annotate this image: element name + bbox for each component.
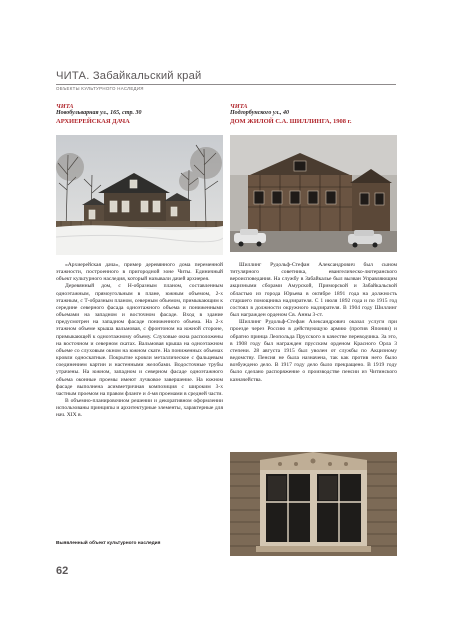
page-title: ЧИТА. Забайкальский край: [56, 70, 202, 82]
left-city: ЧИТА: [56, 103, 74, 110]
left-body-text: [56, 262, 223, 419]
right-column-heading: [230, 103, 397, 126]
right-city: ЧИТА: [230, 103, 248, 110]
right-paragraph: Шиллинг Рудольф-Стефан Александрович был сыном титулярного советника, евангелическо-лютеранского вероисповедания. На службу в Забайкалье был вызван Управляющим акцизными сборами Амурской, Приморской и Забайкальской областью из города Юрьева в октябре 1891 года на должность старшего помощника надзирателя. С 1 июля 1892 года и по 1915 год состоял в должности окружного надзирателя. В 1904 году Шиллинг был награжден орденом Св. Анны 3-ст.: [230, 262, 397, 319]
left-column-heading: [56, 103, 223, 126]
left-paragraph: «Архиерейская дача», пример деревянного дома переменной этажности, построенного в пригородной зоне Читы. Единичный объект культурного наследия, который называли дачей архиерея.: [56, 262, 223, 283]
right-address: Подгорбунского ул., 40: [230, 110, 289, 117]
right-object-title: ДОМ ЖИЛОЙ С.А. ШИЛЛИНГА, 1908 г.: [230, 117, 352, 125]
page-subtitle: ОБЪЕКТЫ КУЛЬТУРНОГО НАСЛЕДИЯ: [56, 86, 144, 91]
left-object-title: АРХИЕРЕЙСКАЯ ДАЧА: [56, 117, 130, 125]
schilling-house-photo: [230, 135, 397, 252]
page-header: [56, 70, 396, 91]
left-paragraph: Деревянный дом, с Н-образным планом, составленным одноэтажным, прямоугольным в плане, южным объемом, 2-х этажным, с Т-образным планом, северным объемом, примыкающим к середине северного фасада одноэтажного объема и пониженными объемами на западном и восточном фасаде. Вход в здание предусмотрен на западном фасаде пониженного объема. На 2-х этажном объеме крыша вальмовая, с фронтоном на южной стороне, примыкающей к одноэтажному объему. Слуховые окна расположены на восточном и северном скатах. Вальмовая крыша на одноэтажном объеме со слуховым окном на южном скате. На пониженных объемах кровли односкатные. Покрытие кровли металлическое с фальцевым соединением картин и настенными желобами. Водосточные трубы утрачены. На южном, западном и северном фасаде одноэтажного объема оконные проемы имеют лучковое завершение. На южном фасаде выполнена асимметричная композиция с широким 3-х частным проемом на правом фланге и 4-мя проемами в средней части.: [56, 283, 223, 397]
right-paragraph: Шиллинг Рудольф-Стефан Александрович оказал услуги при проезде через Россию в действующую армию (против Японии) и обратно принца Леопольда Прусского в качестве переводчика. За это, в 1908 году был награжден прусским орденом Красного Орла 3 степени. 28 августа 1915 был уволен от службы по Акцизному ведомству. Пенсия не была назначена, так как против него было возбуждено дело. В 1917 году дело было прекращено. В 1919 году было сделано распоряжение о производстве пенсии из Читинского казначейства.: [230, 319, 397, 383]
page-number: 62: [56, 565, 69, 577]
right-body-text: [230, 262, 397, 384]
footnote: Выявленный объект культурного наследия: [56, 541, 161, 546]
archbishop-dacha-photo: [56, 135, 223, 255]
left-paragraph: В объемно-планировочном решении и декоративном оформлении использованы принципы и архитектурные элементы, характерные для нач. XIX в.: [56, 397, 223, 419]
carved-window-photo: [230, 452, 397, 556]
left-address: Новобульварная ул., 165, стр. 30: [56, 110, 142, 117]
header-divider: [56, 84, 396, 85]
